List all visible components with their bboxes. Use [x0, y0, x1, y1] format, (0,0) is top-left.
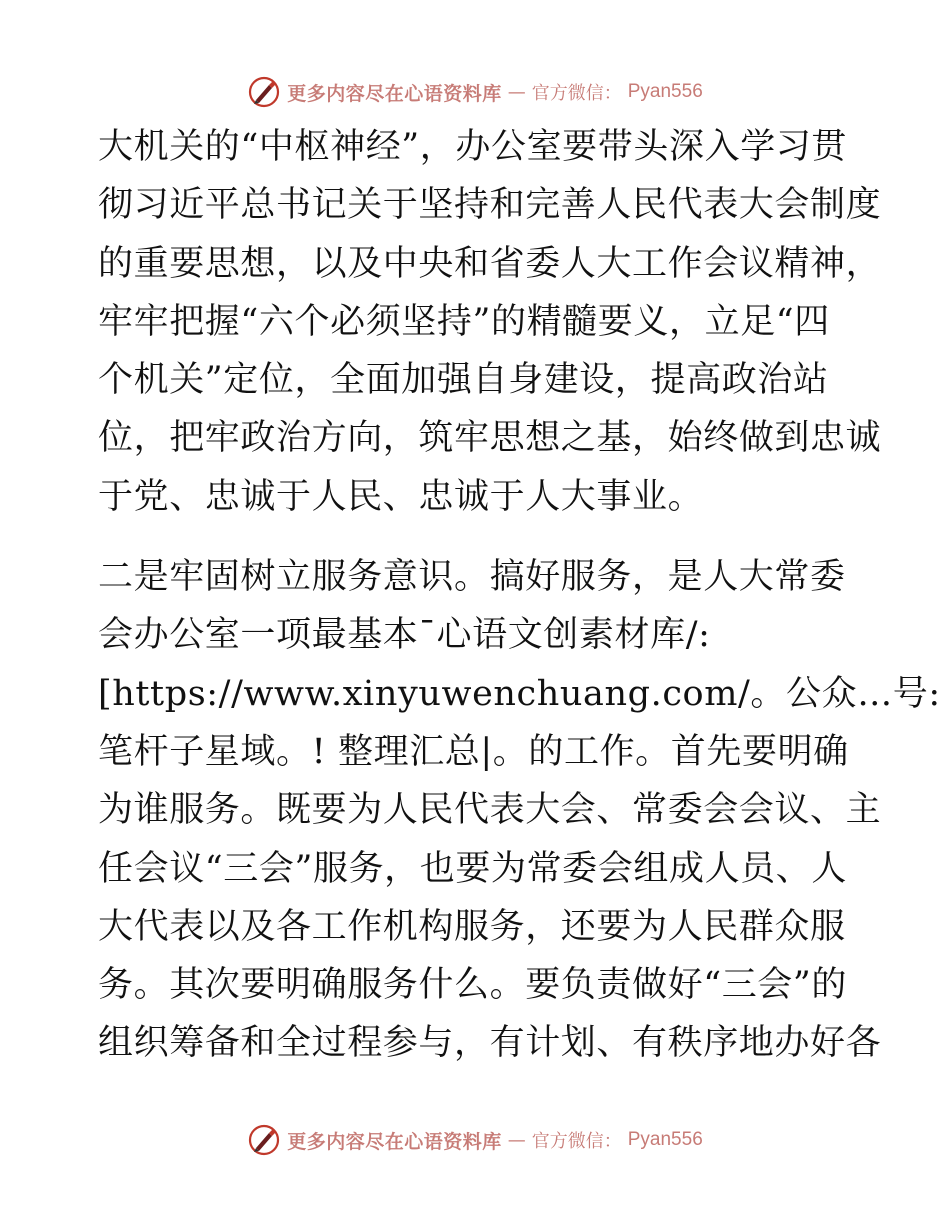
document-body [98, 118, 941, 1073]
watermark-wechat-label: 官方微信： [531, 83, 622, 104]
text-line: 务。其次要明确服务什么。要负责做好“三会”的 [98, 965, 847, 1006]
watermark-wechat-id: Pyan556 [627, 1129, 703, 1150]
watermark-brand-text: 更多内容尽在心语资料库 [287, 1130, 502, 1153]
pen-logo-icon [247, 75, 281, 109]
pen-logo-icon [247, 1123, 281, 1157]
watermark-wechat-id: Pyan556 [627, 81, 703, 102]
paragraph-2 [98, 548, 941, 1073]
paragraph-1 [98, 118, 882, 526]
text-line: 为谁服务。既要为人民代表大会、常委会会议、主 [98, 790, 882, 831]
text-line: 个机关”定位，全面加强自身建设，提高政治站 [98, 360, 829, 401]
text-line: 于党、忠诚于人民、忠诚于人大事业。 [98, 476, 704, 517]
text-line: 的重要思想，以及中央和省委人大工作会议精神， [98, 243, 882, 284]
text-line: 彻习近平总书记关于坚持和完善人民代表大会制度 [98, 185, 882, 226]
text-line: 牢牢把握“六个必须坚持”的精髓要义，立足“四 [98, 301, 830, 342]
header-watermark [0, 72, 950, 112]
footer-watermark [0, 1120, 950, 1160]
watermark-separator: — [507, 1129, 526, 1151]
watermark-wechat-label: 官方微信： [531, 1131, 622, 1152]
text-line: [https://www.xinyuwenchuang.com/。公众…号: [98, 673, 941, 714]
text-line: 笔杆子星域。! 整理汇总|。的工作。首先要明确 [98, 731, 849, 772]
watermark-separator: — [507, 81, 526, 103]
text-line: 二是牢固树立服务意识。搞好服务，是人大常委 [98, 557, 846, 598]
text-line: 任会议“三会”服务，也要为常委会组成人员、人 [98, 848, 847, 889]
text-line: 会办公室一项最基本¯心语文创素材库/: [98, 615, 711, 656]
text-line: 位，把牢政治方向，筑牢思想之基，始终做到忠诚 [98, 418, 882, 459]
text-line: 大代表以及各工作机构服务，还要为人民群众服 [98, 906, 846, 947]
text-line: 组织筹备和全过程参与，有计划、有秩序地办好各 [98, 1023, 882, 1064]
paragraph-spacer [98, 526, 858, 548]
watermark-brand-text: 更多内容尽在心语资料库 [287, 82, 502, 105]
text-line: 大机关的“中枢神经”，办公室要带头深入学习贯 [98, 127, 847, 167]
